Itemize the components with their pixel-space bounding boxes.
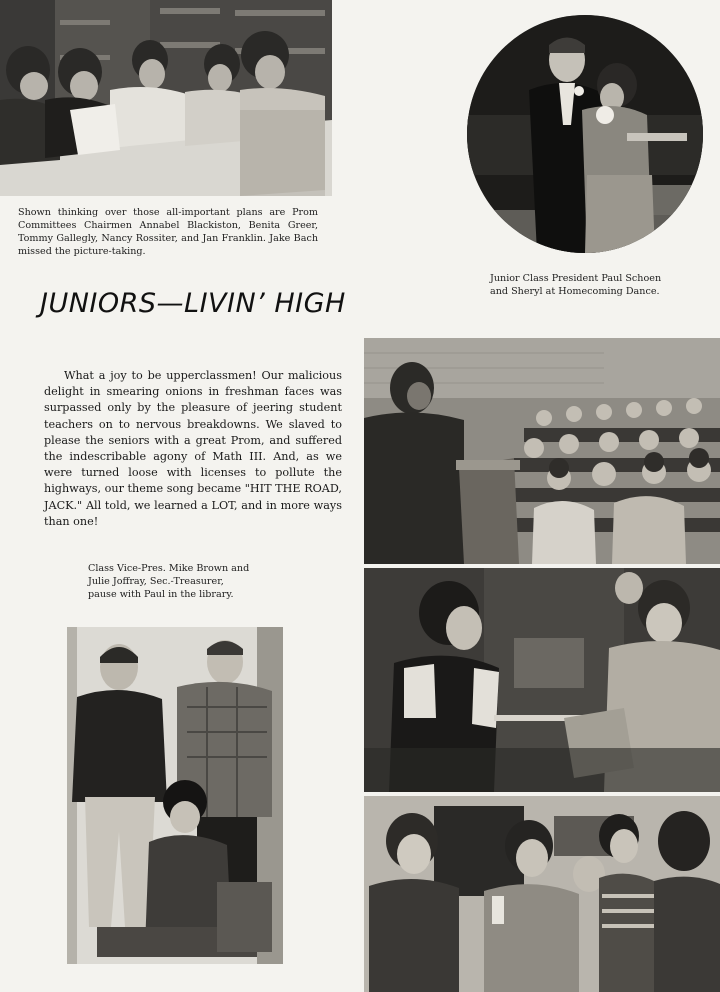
officers-photo (67, 627, 283, 964)
officers-caption: Class Vice-Pres. Mike Brown and Julie Joffray, Sec.-Treasurer, pause with Paul in the library. (88, 563, 250, 600)
students-photo (364, 568, 720, 792)
committee-caption: Shown thinking over those all-important plans are Prom Committees Chairmen Annabel Blackiston, Benita Greer, Tommy Gallegly, Nancy Rossiter, and Jan Franklin. Jake Bach missed the picture-taking. (18, 207, 318, 257)
committee-photo (0, 0, 332, 196)
president-caption (490, 272, 710, 298)
classroom-photo (364, 338, 720, 564)
president-photo (467, 15, 703, 253)
girls-photo (364, 796, 720, 992)
body-paragraph: What a joy to be upperclassmen! Our malicious delight in smearing onions in freshman faces was surpassed only by the pleasure of jeering student teachers on to nervous breakdowns. We slaved to please the seniors with a great Prom, and suffered the indescribable agony of Math III. And, as we were turned loose with licenses to pollute the highways, our theme song became "HIT THE ROAD, JACK." All told, we learned a LOT, and in more ways than one! (44, 369, 342, 528)
president-caption-line-1: Junior Class President Paul Schoen (490, 273, 662, 284)
page-title: JUNIORS—LIVIN’ HIGH (40, 288, 346, 319)
president-caption-line-2: and Sheryl at Homecoming Dance. (490, 286, 660, 297)
